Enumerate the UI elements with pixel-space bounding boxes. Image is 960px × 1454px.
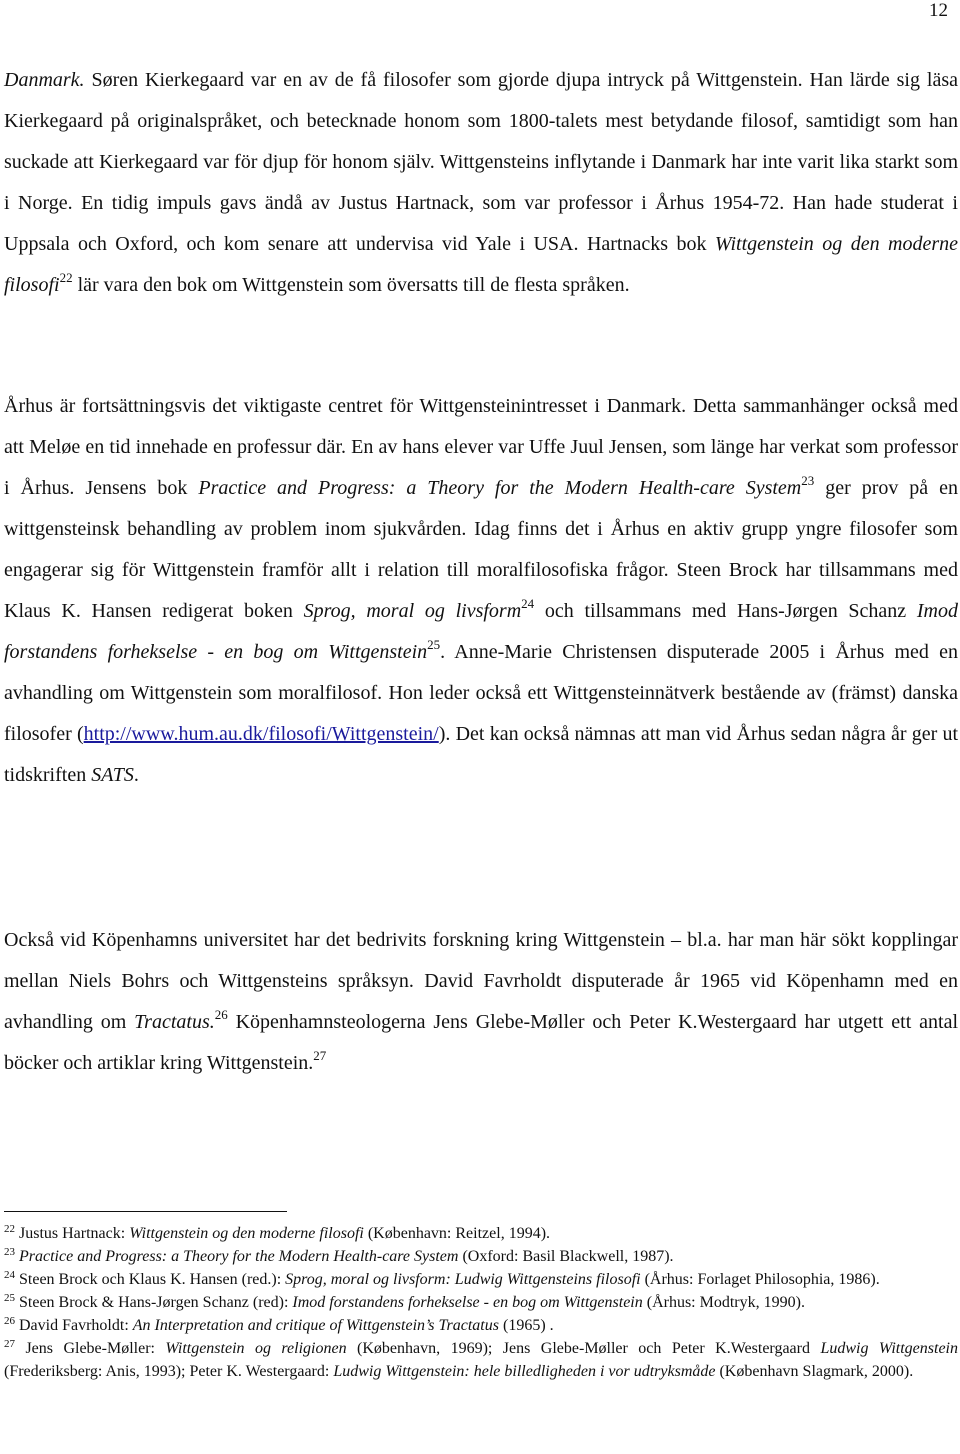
footnote-number: 22 [4,1223,15,1235]
footnote-number: 23 [4,1246,15,1258]
text-run: och tillsammans med Hans-Jørgen Schanz [534,600,917,622]
footnote-27 [4,1337,958,1383]
footnote-divider [4,1211,287,1212]
text-italic: Danmark. [4,69,85,91]
text-run: . Anne-Marie Christensen disputerade 2005 i Århus med en avhandling om Wittgenstein som moralfilosof. Hon leder också ett Wittgensteinnätverk bestående av (främst) danska filosofer ( [4,641,958,745]
text-run: (Århus: Forlaget Philosophia, 1986). [640,1271,880,1288]
footnote-22 [4,1222,958,1245]
network-link[interactable]: http://www.hum.au.dk/filosofi/Wittgenstein/ [83,723,439,745]
footnotes [4,1222,958,1383]
footnote-number: 26 [4,1315,15,1327]
text-run: (Århus: Modtryk, 1990). [642,1294,805,1311]
paragraph-1 [4,60,958,306]
footnote-ref-25[interactable]: 25 [427,637,441,652]
book-title: Imod forstandens forhekselse - en bog om Wittgenstein [4,600,958,663]
text-run: (København: Reitzel, 1994). [363,1225,551,1242]
book-title: Practice and Progress: a Theory for the Modern Health-care System [198,477,802,499]
text-run: Justus Hartnack: [15,1225,130,1242]
text-run: Steen Brock och Klaus K. Hansen (red.): [15,1271,286,1288]
page-number: 12 [929,0,948,21]
text-run: (Frederiksberg: Anis, 1993); Peter K. Westergaard: [4,1363,334,1380]
footnote-25 [4,1291,958,1314]
book-title: Tractatus. [134,1011,215,1033]
footnote-ref-22[interactable]: 22 [59,270,73,285]
text-run: . [133,764,139,786]
text-run: ). Det kan också nämnas att man vid Århus sedan några år ger ut tidskriften [4,723,958,786]
footnote-ref-26[interactable]: 26 [214,1007,228,1022]
text-run: Århus är fortsättningsvis det viktigaste centret för Wittgensteinintresset i Danmark. Detta sammanhänger också med att Meløe en tid innehade en professur där. En av hans elever var Uffe Juul Jensen, som länge har verkat som professor i Århus. Jensens bok [4,395,958,499]
journal-title: SATS [91,764,134,786]
text-run: David Favrholdt: [15,1317,133,1334]
text-run: (København, 1969); Jens Glebe-Møller och Peter K.Westergaard [346,1340,821,1357]
book-title: Wittgenstein og den moderne filosofi [4,233,959,296]
text-run: (København Slagmark, 2000). [715,1363,914,1380]
paragraph-3 [4,920,958,1084]
footnote-ref-27[interactable]: 27 [313,1048,327,1063]
paragraph-2 [4,386,958,796]
text-run: Också vid Köpenhamns universitet har det bedrivits forskning kring Wittgenstein – bl.a. har man här sökt kopplingar mellan Niels Bohrs och Wittgensteins språksyn. David Favrholdt disputerade år 1965 vid Köpenhamn med en avhandling om [4,929,958,1033]
footnote-24 [4,1268,958,1291]
book-title: Imod forstandens forhekselse - en bog om Wittgenstein [292,1294,643,1311]
book-title: An Interpretation and critique of Wittgenstein’s Tractatus [132,1317,499,1334]
footnote-number: 27 [4,1338,15,1350]
text-run: Jens Glebe-Møller: [15,1340,166,1357]
footnote-number: 24 [4,1269,15,1281]
footnote-26 [4,1314,958,1337]
text-run: (1965) . [498,1317,554,1334]
text-run: Søren Kierkegaard var en av de få filosofer som gjorde djupa intryck på Wittgenstein. Han lärde sig läsa Kierkegaard på originalspråket, och betecknade honom som 1800-talets mest betydande filosof, samtidigt som han suckade att Kierkegaard var för djup för honom själv. Wittgensteins inflytande i Danmark har inte varit lika starkt som i Norge. En tidig impuls gavs ändå av Justus Hartnack, som var professor i Århus 1954-72. Han hade studerat i Uppsala och Oxford, och kom senare att undervisa vid Yale i USA. Hartnacks bok [4,69,958,255]
book-title: Ludwig Wittgenstein [820,1340,958,1357]
text-run: ger prov på en wittgensteinsk behandling av problem inom sjukvården. Idag finns det i Århus en aktiv grupp yngre filosofer som engagerar sig för Wittgenstein framför allt i relation till moralfilosofiska frågor. Steen Brock har tillsammans med Klaus K. Hansen redigerat boken [4,477,959,622]
book-title: Practice and Progress: a Theory for the Modern Health-care System [19,1248,459,1265]
book-title: Ludwig Wittgenstein: hele billedligheden i vor udtryksmåde [333,1363,716,1380]
book-title: Sprog, moral og livsform: Ludwig Wittgensteins filosofi [285,1271,641,1288]
book-title: Wittgenstein og den moderne filosofi [129,1225,364,1242]
text-run: Köpenhamnsteologerna Jens Glebe-Møller och Peter K.Westergaard har utgett ett antal böcker och artiklar kring Wittgenstein. [4,1011,958,1074]
footnote-number: 25 [4,1292,15,1304]
book-title: Wittgenstein og religionen [165,1340,347,1357]
text-run: Steen Brock & Hans-Jørgen Schanz (red): [15,1294,293,1311]
footnote-ref-24[interactable]: 24 [521,596,535,611]
book-title: Sprog, moral og livsform [303,600,522,622]
footnote-23 [4,1245,958,1268]
text-run: lär vara den bok om Wittgenstein som översatts till de flesta språken. [72,274,630,296]
text-run: (Oxford: Basil Blackwell, 1987). [458,1248,674,1265]
footnote-ref-23[interactable]: 23 [801,473,815,488]
